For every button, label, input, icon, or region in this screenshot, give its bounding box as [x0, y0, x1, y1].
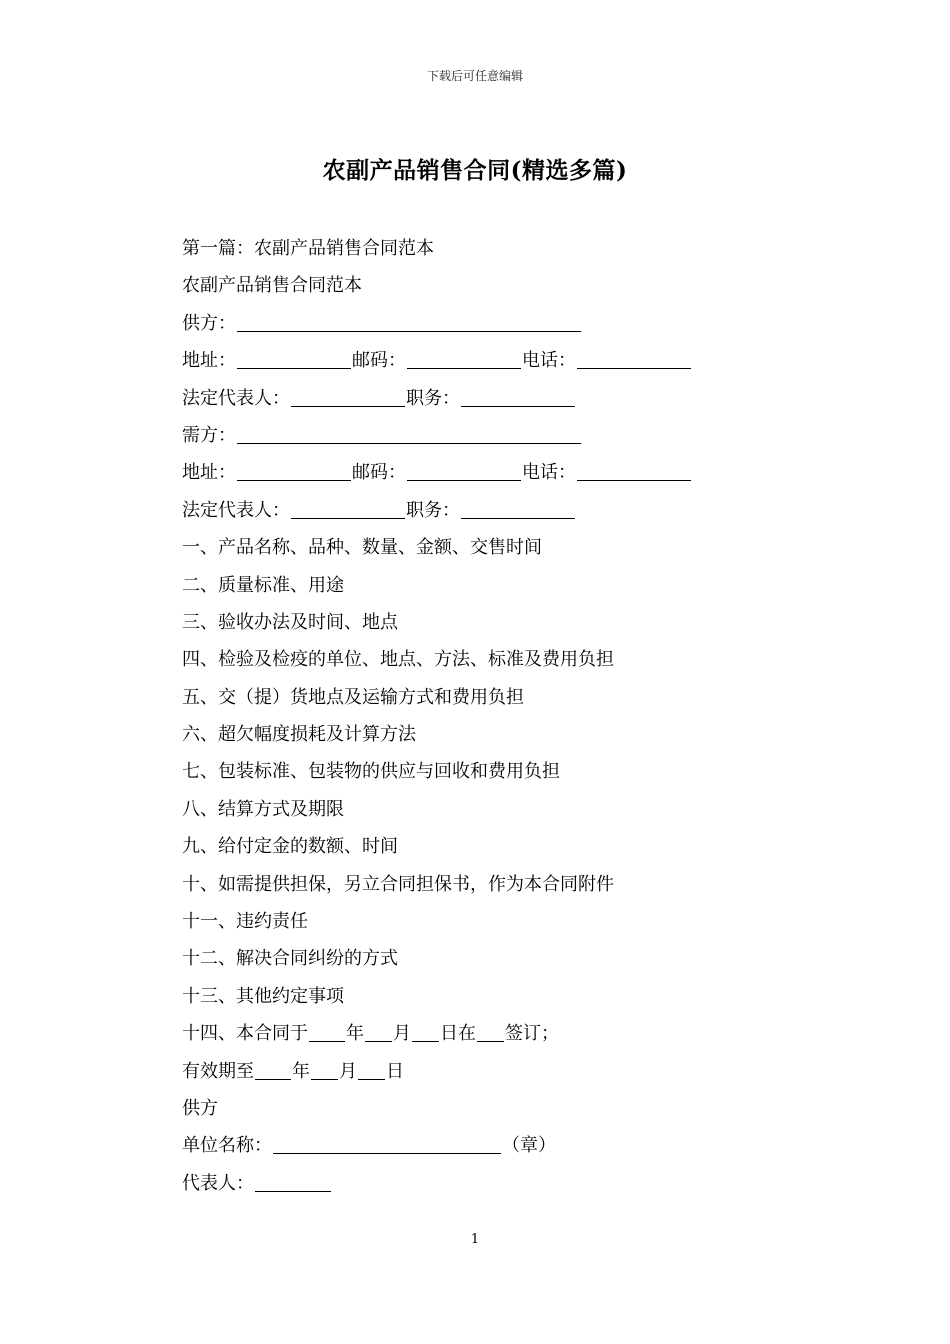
- position-blank: [461, 518, 575, 519]
- clause-12: 十二、解决合同纠纷的方式: [182, 948, 398, 970]
- day-label: 日: [386, 1060, 404, 1082]
- legal-rep-label: 法定代表人：: [182, 387, 290, 409]
- postcode-label: 邮码：: [352, 462, 406, 484]
- signed-label: 签订；: [505, 1023, 559, 1045]
- postcode-blank: [407, 368, 521, 369]
- clause-11: 十一、违约责任: [182, 911, 308, 933]
- valid-day-blank: [358, 1079, 385, 1080]
- supplier-rep-line: [182, 380, 782, 417]
- valid-prefix: 有效期至: [182, 1060, 254, 1082]
- postcode-label: 邮码：: [352, 350, 406, 372]
- supplier-label: 供方：: [182, 312, 236, 334]
- position-label: 职务：: [406, 387, 460, 409]
- position-blank: [461, 406, 575, 407]
- clause-5: 五、交（提）货地点及运输方式和费用负担: [182, 686, 524, 708]
- clause-8: 八、结算方式及期限: [182, 798, 344, 820]
- day-blank: [412, 1041, 439, 1042]
- supplier-signature-heading: 供方: [182, 1097, 218, 1119]
- clause-6: 六、超欠幅度损耗及计算方法: [182, 724, 416, 746]
- year-label: 年: [346, 1023, 364, 1045]
- month-label: 月: [393, 1023, 411, 1045]
- clause-1: 一、产品名称、品种、数量、金额、交售时间: [182, 537, 542, 559]
- supplier-line: [182, 305, 782, 342]
- day-at-label: 日在: [440, 1023, 476, 1045]
- phone-label: 电话：: [522, 350, 576, 372]
- buyer-blank: [237, 443, 581, 444]
- document-body: [182, 230, 782, 1202]
- page-number: 1: [470, 1232, 480, 1247]
- position-label: 职务：: [406, 499, 460, 521]
- clause-14-prefix: 十四、本合同于: [182, 1023, 308, 1045]
- valid-year-blank: [255, 1079, 291, 1080]
- postcode-blank: [407, 480, 521, 481]
- year-blank: [309, 1041, 345, 1042]
- buyer-label: 需方：: [182, 424, 236, 446]
- address-label: 地址：: [182, 462, 236, 484]
- clause-14: [182, 1015, 782, 1052]
- address-blank: [237, 480, 351, 481]
- unit-name-blank: [273, 1153, 501, 1154]
- clause-10: 十、如需提供担保，另立合同担保书，作为本合同附件: [182, 873, 614, 895]
- valid-month-blank: [311, 1079, 338, 1080]
- phone-blank: [577, 480, 691, 481]
- legal-rep-blank: [291, 406, 405, 407]
- phone-blank: [577, 368, 691, 369]
- month-label: 月: [339, 1060, 357, 1082]
- supplier-blank: [237, 331, 581, 332]
- address-label: 地址：: [182, 350, 236, 372]
- clause-7: 七、包装标准、包装物的供应与回收和费用负担: [182, 761, 560, 783]
- seal-label: （章）: [502, 1135, 556, 1157]
- clause-13: 十三、其他约定事项: [182, 985, 344, 1007]
- header-note: 下载后可任意编辑: [426, 69, 523, 83]
- buyer-line: [182, 417, 782, 454]
- validity-line: [182, 1053, 782, 1090]
- unit-name-line: [182, 1127, 782, 1164]
- address-blank: [237, 368, 351, 369]
- clause-2: 二、质量标准、用途: [182, 574, 344, 596]
- legal-rep-label: 法定代表人：: [182, 499, 290, 521]
- supplier-address-line: [182, 342, 782, 379]
- document-title: 农副产品销售合同(精选多篇): [322, 157, 628, 184]
- buyer-address-line: [182, 454, 782, 491]
- clause-9: 九、给付定金的数额、时间: [182, 836, 398, 858]
- buyer-rep-line: [182, 492, 782, 529]
- legal-rep-blank: [291, 518, 405, 519]
- representative-line: [182, 1165, 782, 1202]
- month-blank: [365, 1041, 392, 1042]
- rep-label: 代表人：: [182, 1172, 254, 1194]
- subtitle-line: 农副产品销售合同范本: [182, 275, 362, 297]
- phone-label: 电话：: [522, 462, 576, 484]
- clause-4: 四、检验及检疫的单位、地点、方法、标准及费用负担: [182, 649, 614, 671]
- place-blank: [477, 1041, 504, 1042]
- unit-name-label: 单位名称：: [182, 1135, 272, 1157]
- year-label: 年: [292, 1060, 310, 1082]
- clause-3: 三、验收办法及时间、地点: [182, 611, 398, 633]
- rep-blank: [255, 1191, 331, 1192]
- section-heading: 第一篇：农副产品销售合同范本: [182, 238, 434, 259]
